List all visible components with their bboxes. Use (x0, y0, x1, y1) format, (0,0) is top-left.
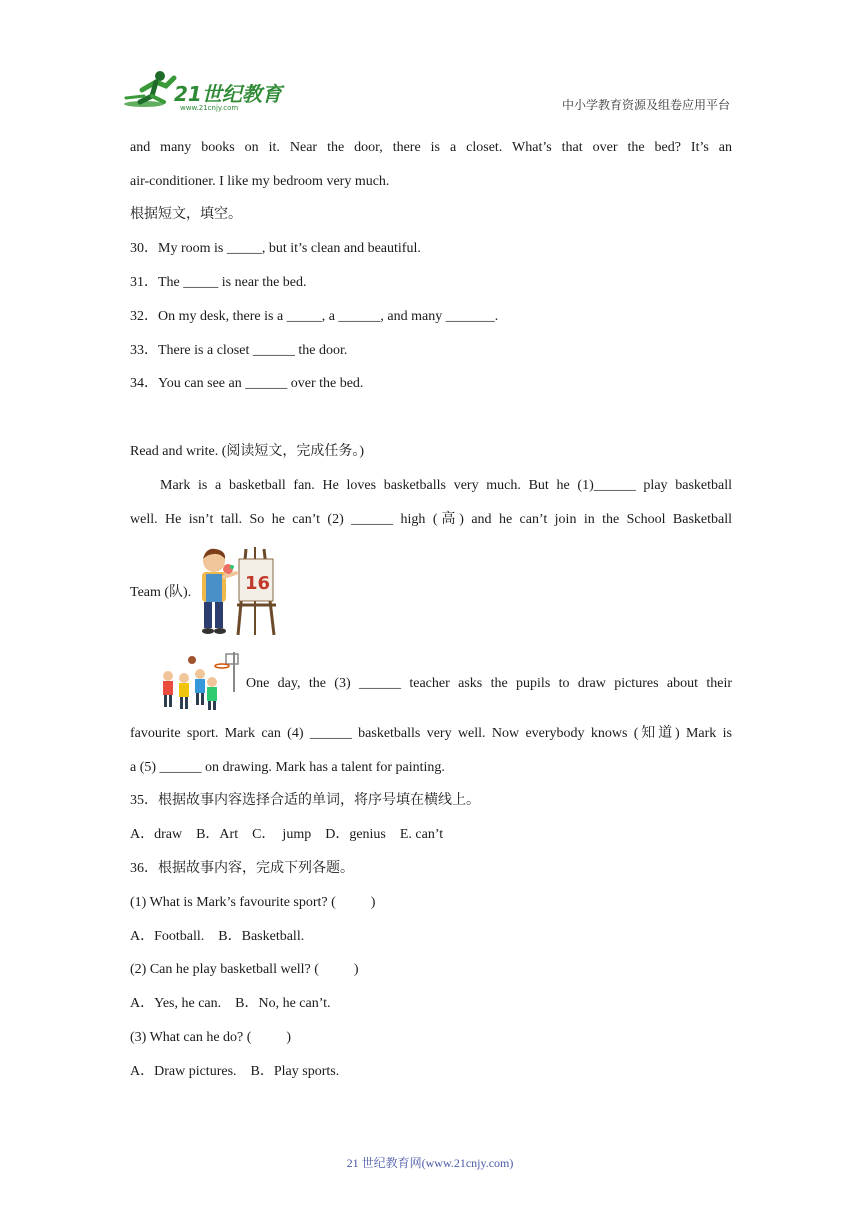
question-36-sub3: (3) What can he do? ( ) (130, 1030, 292, 1045)
question-36-stem: 36．根据故事内容，完成下列各题。 (130, 861, 354, 876)
question-32: 32．On my desk, there is a _____, a ______, and many _______. (130, 309, 499, 324)
logo-text: 21世纪教育 (174, 82, 282, 106)
question-36-sub3-options: A．Draw pictures. B．Play sports. (130, 1064, 340, 1079)
platform-name: 中小学教育资源及组卷应用平台 (561, 98, 730, 112)
question-34: 34．You can see an ______ over the bed. (130, 376, 364, 391)
kids-basketball-image (160, 652, 240, 712)
question-30: 30．My room is _____, but it’s clean and beautiful. (130, 241, 421, 256)
site-logo (122, 68, 292, 114)
svg-text:16: 16 (245, 573, 271, 594)
passage1-line1: and many books on it. Near the door, there is a closet. What’s that over the bed? It’s an (130, 140, 732, 155)
question-36-sub1: (1) What is Mark’s favourite sport? ( ) (130, 895, 376, 910)
story-p1-line1: Mark is a basketball fan. He loves basketballs very much. But he (1)______ play basketball (160, 478, 732, 493)
story-p2-line3: a (5) ______ on drawing. Mark has a talent for painting. (130, 760, 445, 775)
fill-instruction: 根据短文，填空。 (130, 207, 242, 222)
question-36-sub2-options: A．Yes, he can. B．No, he can’t. (130, 996, 331, 1011)
logo-url: www.21cnjy.com (180, 104, 239, 112)
story-p1-line3: Team (队). (130, 585, 192, 600)
question-33: 33．There is a closet ______ the door. (130, 343, 348, 358)
boy-painting-image (194, 543, 282, 637)
question-35-stem: 35．根据故事内容选择合适的单词，将序号填在横线上。 (130, 793, 480, 808)
footer-link[interactable]: 21 世纪教育网(www.21cnjy.com) (346, 1156, 514, 1170)
section-title: Read and write. (阅读短文，完成任务。) (130, 444, 365, 459)
story-p1-line2: well. He isn’t tall. So he can’t (2) ______ high (高) and he can’t join in the School Basketball (130, 512, 732, 527)
question-36-sub1-options: A．Football. B．Basketball. (130, 929, 305, 944)
question-36-sub2: (2) Can he play basketball well? ( ) (130, 962, 359, 977)
story-p2-line1: One day, the (3) ______ teacher asks the pupils to draw pictures about their (246, 676, 732, 691)
question-31: 31．The _____ is near the bed. (130, 275, 307, 290)
story-p2-line2: favourite sport. Mark can (4) ______ basketballs very well. Now everybody knows (知道) Mark is (130, 726, 732, 741)
passage1-line2: air-conditioner. I like my bedroom very much. (130, 174, 390, 189)
question-35-options: A．draw B．Art C． jump D．genius E. can’t (130, 827, 444, 842)
